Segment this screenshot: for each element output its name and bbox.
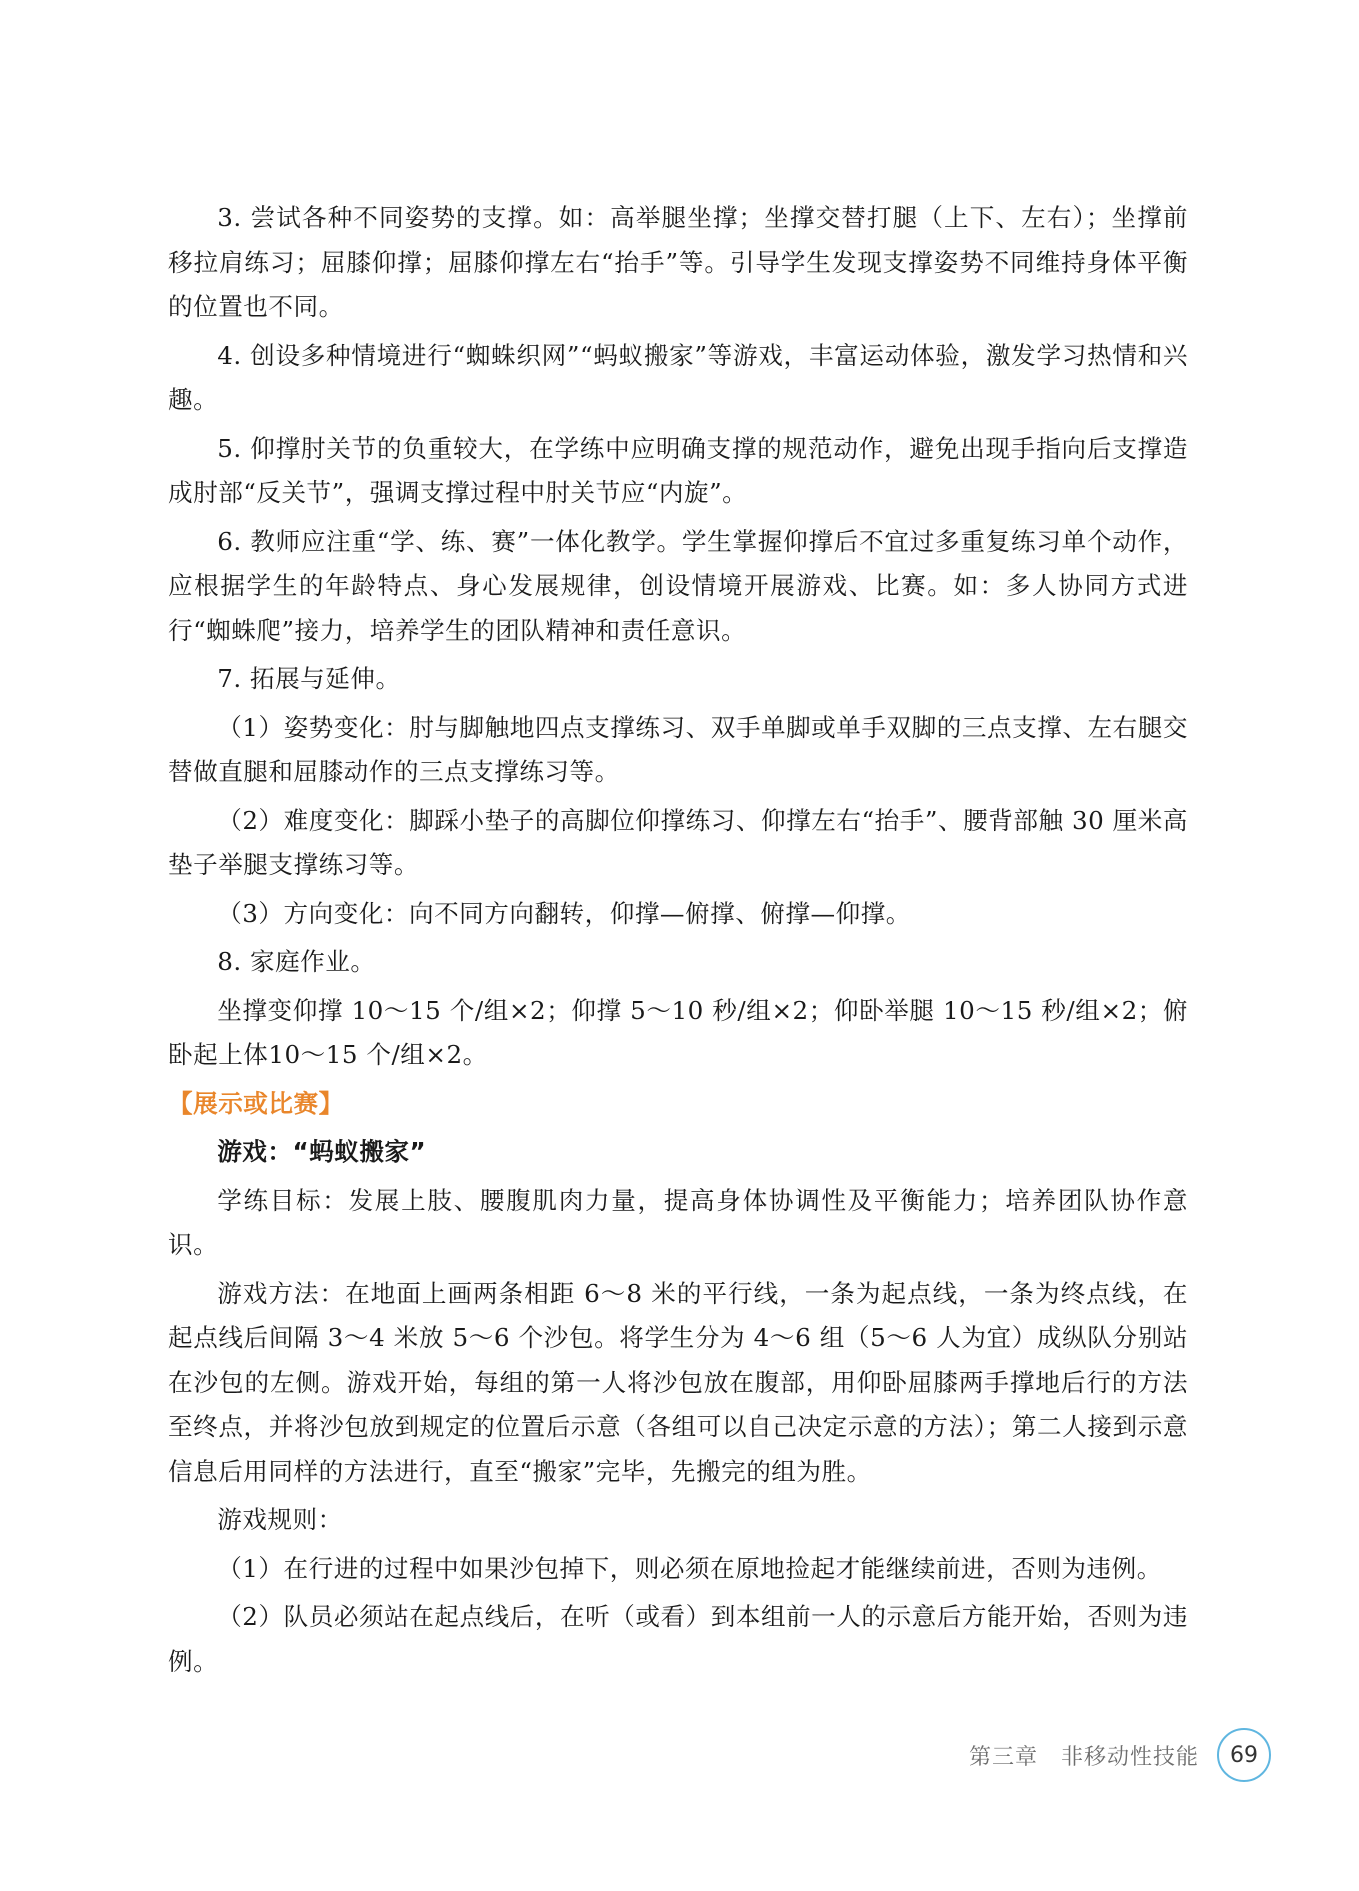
paragraph-7-2: （2）难度变化：脚踩小垫子的高脚位仰撑练习、仰撑左右“抬手”、腰背部触 30 厘米高垫子举腿支撑练习等。 — [168, 805, 1188, 879]
paragraph-method: 游戏方法：在地面上画两条相距 6～8 米的平行线，一条为起点线，一条为终点线，在起点线后间隔 3～4 米放 5～6 个沙包。将学生分为 4～6 组（5～6 人为宜）成纵队分别站在沙包的左侧。游戏开始，每组的第一人将沙包放在腹部，用仰卧屈膝两手撑地后行的方法至终点，并将沙包放到规定的位置后示意（各组可以自己决定示意的方法）；第二人接到示意信息后用同样的方法进行，直至“搬家”完毕，先搬完的组为胜。 — [168, 1278, 1188, 1486]
page-body — [168, 196, 1188, 1688]
page-footer — [969, 1725, 1271, 1785]
chapter-label: 第三章 非移动性技能 — [968, 1744, 1199, 1770]
game-title: 游戏：“蚂蚁搬家” — [217, 1137, 427, 1166]
paragraph-rule-2: （2）队员必须站在起点线后，在听（或看）到本组前一人的示意后方能开始，否则为违例。 — [168, 1602, 1188, 1676]
page-number: 69 — [1217, 1728, 1271, 1782]
paragraph-goal: 学练目标：发展上肢、腰腹肌肉力量，提高身体协调性及平衡能力；培养团队协作意识。 — [168, 1185, 1188, 1259]
paragraph-6: 6. 教师应注重“学、练、赛”一体化教学。学生掌握仰撑后不宜过多重复练习单个动作，应根据学生的年龄特点、身心发展规律，创设情境开展游戏、比赛。如：多人协同方式进行“蜘蛛爬”接力，培养学生的团队精神和责任意识。 — [168, 526, 1188, 645]
paragraph-5: 5. 仰撑肘关节的负重较大，在学练中应明确支撑的规范动作，避免出现手指向后支撑造成肘部“反关节”，强调支撑过程中肘关节应“内旋”。 — [168, 433, 1188, 507]
paragraph-rules-heading: 游戏规则： — [217, 1505, 343, 1534]
paragraph-7: 7. 拓展与延伸。 — [217, 664, 401, 693]
paragraph-8: 8. 家庭作业。 — [217, 947, 376, 976]
paragraph-7-3: （3）方向变化：向不同方向翻转，仰撑—俯撑、俯撑—仰撑。 — [217, 898, 911, 928]
paragraph-homework: 坐撑变仰撑 10～15 个/组×2；仰撑 5～10 秒/组×2；仰卧举腿 10～15 秒/组×2；俯卧起上体10～15 个/组×2。 — [168, 995, 1188, 1069]
paragraph-7-1: （1）姿势变化：肘与脚触地四点支撑练习、双手单脚或单手双脚的三点支撑、左右腿交替做直腿和屈膝动作的三点支撑练习等。 — [168, 712, 1188, 786]
paragraph-3: 3. 尝试各种不同姿势的支撑。如：高举腿坐撑；坐撑交替打腿（上下、左右）；坐撑前移拉肩练习；屈膝仰撑；屈膝仰撑左右“抬手”等。引导学生发现支撑姿势不同维持身体平衡的位置也不同。 — [168, 203, 1188, 321]
paragraph-4: 4. 创设多种情境进行“蜘蛛织网”“蚂蚁搬家”等游戏，丰富运动体验，激发学习热情和兴趣。 — [168, 340, 1188, 414]
section-header: 【展示或比赛】 — [168, 1088, 344, 1118]
paragraph-rule-1: （1）在行进的过程中如果沙包掉下，则必须在原地捡起才能继续前进，否则为违例。 — [217, 1553, 1162, 1583]
